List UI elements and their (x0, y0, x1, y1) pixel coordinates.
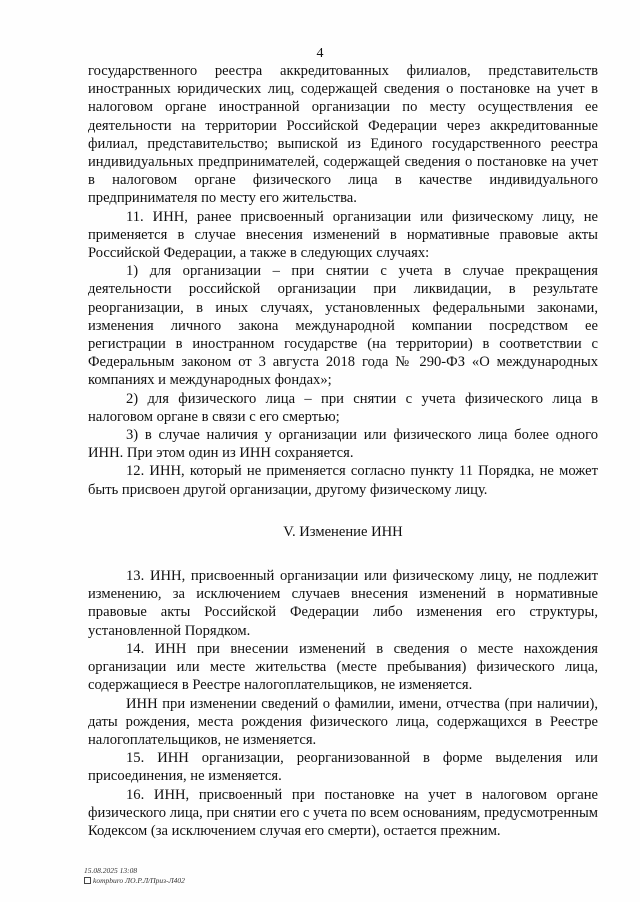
paragraph-13: 13. ИНН, присвоенный организации или физическому лицу, не подлежит изменению, за исключением случаев внесения изменений в нормативные правовые акты Российской Федерации либо изменения его структуры, установленной Порядком. (88, 568, 598, 639)
footer-path: kompburo ЛО.Р.Л/Приз-Л402 (93, 875, 185, 885)
paragraph-14: 14. ИНН при внесении изменений в сведения о месте нахождения организации или месте жительства (месте пребывания) физического лица, содержащиеся в Реестре налогоплательщиков, не изменяется. (88, 640, 598, 694)
page-number: 4 (316, 46, 324, 61)
document-body (88, 62, 598, 840)
footer-timestamp: 15.08.2025 13:08 (84, 866, 138, 875)
paragraph-11: 11. ИНН, ранее присвоенный организации или физическому лицу, не применяется в случае внесения изменений в нормативные правовые акты Российской Федерации, а также в следующих случаях: (88, 208, 598, 262)
checkbox-square-icon (84, 877, 91, 884)
paragraph-11-item-1: 1) для организации – при снятии с учета в случае прекращения деятельности российской организации при ликвидации, в результате реорганизации, в иных случаях, установленных федеральными законами, изменения личного закона международной компании посредством ее регистрации в иностранном государстве (на территории) в соответствии с Федеральным законом от 3 августа 2018 года № 290-ФЗ «О международных компаниях и международных фондах»; (88, 263, 598, 389)
document-footer (84, 866, 185, 885)
paragraph-continuation: государственного реестра аккредитованных филиалов, представительств иностранных юридических лиц, содержащей сведения о постановке на учет в налоговом органе иностранной организации по месту осуществления ее деятельности на территории Российской Федерации через аккредитованные филиал, представительство; выпиской из Единого государственного реестра индивидуальных предпринимателей, содержащей сведения о постановке на учет в налоговом органе физического лица в качестве индивидуального предпринимателя по месту его жительства. (88, 63, 598, 207)
section-heading: V. Изменение ИНН (283, 523, 403, 540)
paragraph-14-part-2: ИНН при изменении сведений о фамилии, имени, отчества (при наличии), даты рождения, места рождения физического лица, содержащихся в Реестре налогоплательщиков, не изменяется. (88, 695, 598, 748)
paragraph-11-item-2: 2) для физического лица – при снятии с учета физического лица в налоговом органе в связи с его смертью; (88, 390, 598, 425)
footer-path-line (84, 876, 185, 886)
paragraph-11-item-3: 3) в случае наличия у организации или физического лица более одного ИНН. При этом один из ИНН сохраняется. (88, 427, 598, 462)
paragraph-12: 12. ИНН, который не применяется согласно пункту 11 Порядка, не может быть присвоен другой организации, другому физическому лицу. (88, 463, 598, 498)
paragraph-16: 16. ИНН, присвоенный при постановке на учет в налоговом органе физического лица, при снятии его с учета по всем основаниям, предусмотренным Кодексом (за исключением случая его смерти), остается прежним. (88, 786, 598, 839)
paragraph-15: 15. ИНН организации, реорганизованной в форме выделения или присоединения, не изменяется. (88, 750, 598, 785)
